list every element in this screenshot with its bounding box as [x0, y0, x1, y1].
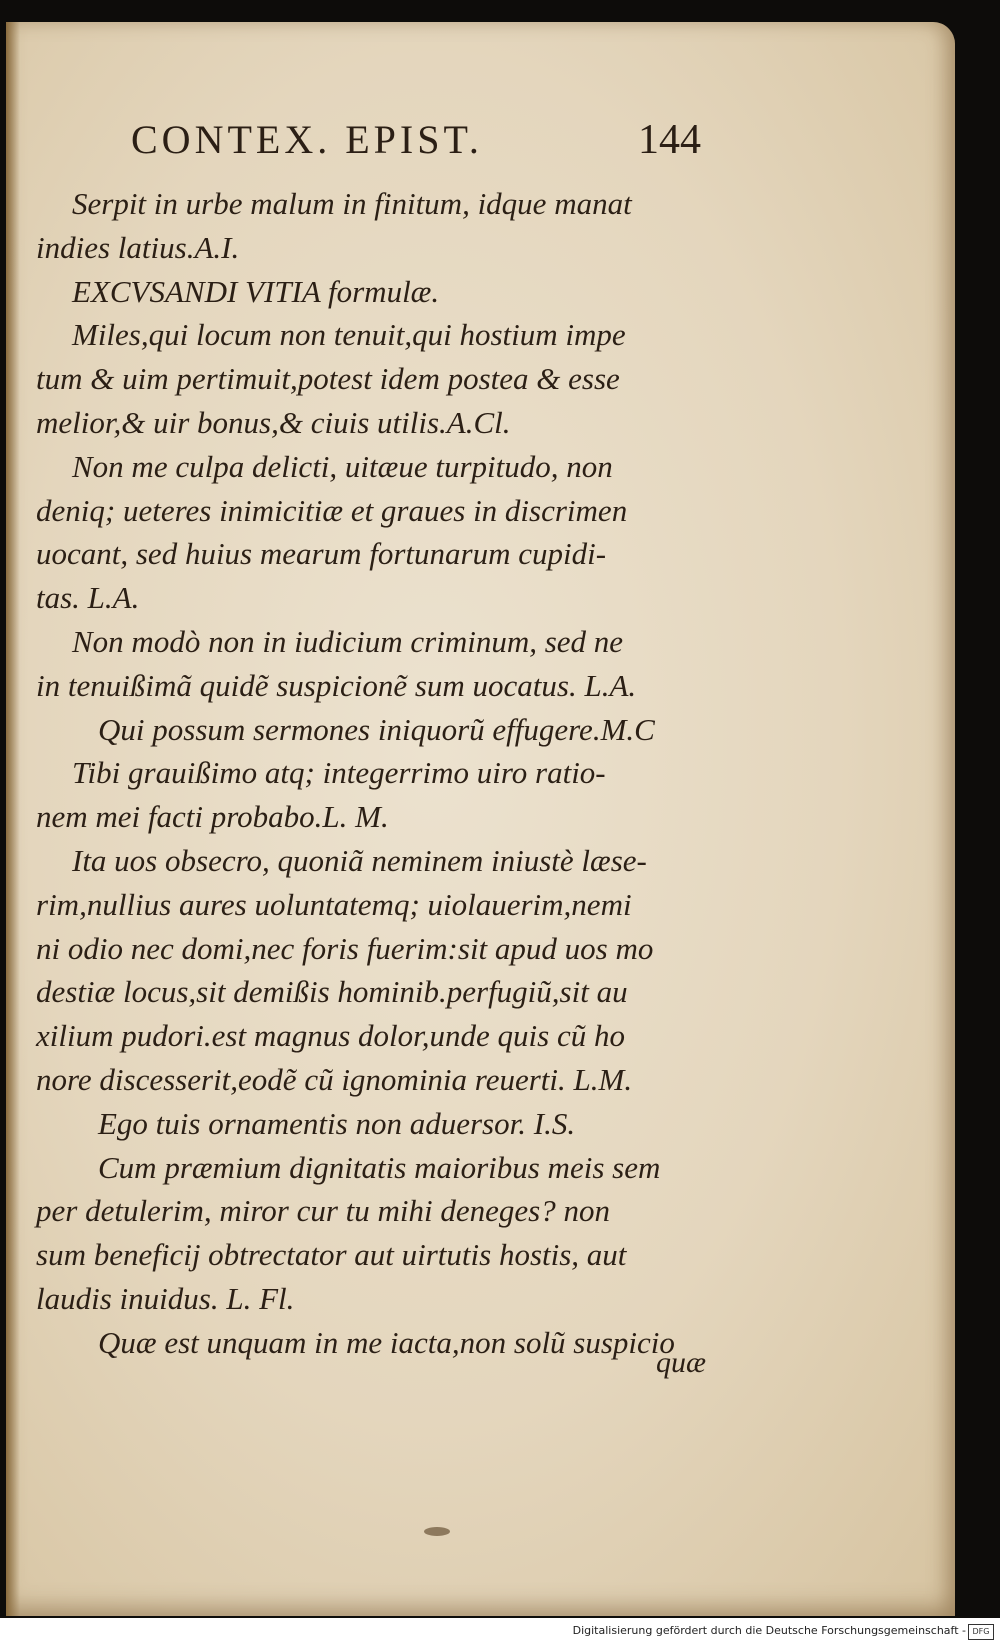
- text-line: Ita uos obsecro, quoniã neminem iniustè læse-: [72, 842, 647, 878]
- text-line: uocant, sed huius mearum fortunarum cupidi-: [36, 536, 607, 572]
- book-page: [6, 22, 955, 1616]
- text-line: tum & uim pertimuit,potest idem postea & esse: [36, 361, 620, 397]
- text-line: Qui possum sermones iniquorũ effugere.M.C: [98, 711, 655, 747]
- text-line: per detulerim, miror cur tu mihi deneges? non: [36, 1193, 610, 1229]
- text-line: melior,& uir bonus,& ciuis utilis.A.Cl.: [36, 404, 511, 440]
- text-line: EXCVSANDI VITIA formulæ.: [72, 273, 440, 309]
- text-line: Miles,qui locum non tenuit,qui hostium impe: [72, 317, 626, 353]
- text-line: Non me culpa delicti, uitæue turpitudo, non: [72, 448, 613, 484]
- text-line: indies latius.A.I.: [36, 229, 240, 265]
- text-line: Non modò non in iudicium criminum, sed ne: [72, 623, 624, 659]
- text-line: destiæ locus,sit demißis hominib.perfugiũ,sit au: [36, 974, 628, 1010]
- dfg-logo: DFG: [968, 1624, 994, 1640]
- text-line: Serpit in urbe malum in finitum, idque manat: [72, 186, 632, 221]
- page-header: [131, 110, 701, 170]
- page-spine-shadow: [6, 22, 20, 1616]
- text-line: nem mei facti probabo.L. M.: [36, 799, 389, 835]
- text-line: Quæ est unquam in me iacta,non solũ suspicio: [98, 1324, 675, 1360]
- running-title: CONTEX. EPIST.: [131, 117, 483, 162]
- text-line: ni odio nec domi,nec foris fuerim:sit apud uos mo: [36, 930, 654, 966]
- text-line: nore discesserit,eodẽ cũ ignominia reuerti. L.M.: [36, 1061, 633, 1097]
- text-line: sum beneficij obtrectator aut uirtutis hostis, aut: [36, 1237, 627, 1273]
- text-line: tas. L.A.: [36, 580, 140, 616]
- catchword: quæ: [656, 1346, 707, 1379]
- digitization-footer: [0, 1618, 1000, 1646]
- text-line: laudis inuidus. L. Fl.: [36, 1280, 295, 1316]
- text-line: Ego tuis ornamentis non aduersor. I.S.: [98, 1105, 576, 1141]
- text-line: in tenuißimã quidẽ suspicionẽ sum uocatus. L.A.: [36, 667, 637, 703]
- text-line: xilium pudori.est magnus dolor,unde quis cũ ho: [36, 1018, 625, 1054]
- ink-stain: [424, 1527, 450, 1536]
- text-line: Cum præmium dignitatis maioribus meis sem: [98, 1149, 661, 1185]
- page-number: 144: [638, 117, 701, 163]
- text-body: [36, 182, 726, 1365]
- text-line: deniq; ueteres inimicitiæ et graues in discrimen: [36, 492, 628, 528]
- text-line: Tibi grauißimo atq; integerrimo uiro ratio-: [72, 755, 606, 791]
- funding-credit: Digitalisierung gefördert durch die Deutsche Forschungsgemeinschaft -: [572, 1624, 966, 1637]
- text-line: rim,nullius aures uoluntatemq; uiolauerim,nemi: [36, 886, 632, 922]
